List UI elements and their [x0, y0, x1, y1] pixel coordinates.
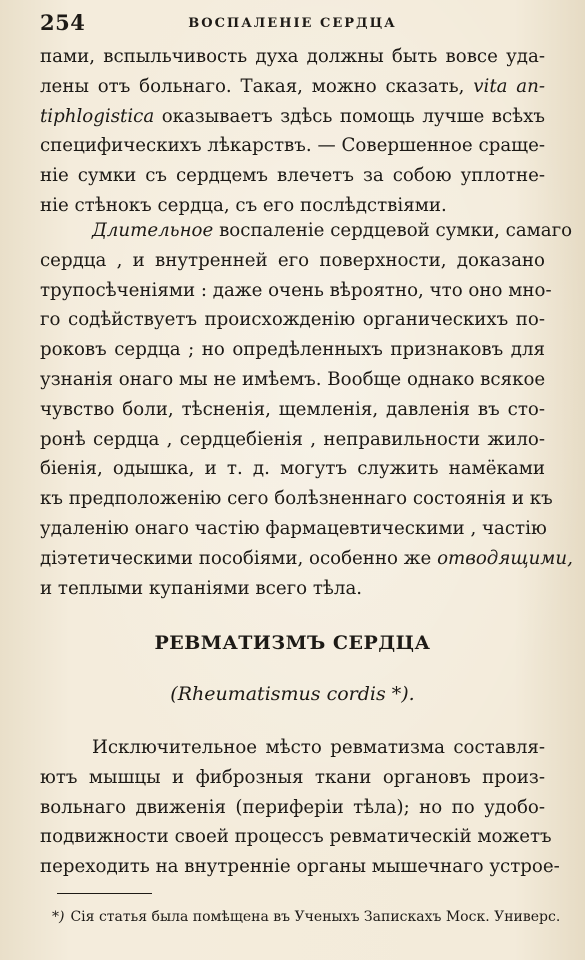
emphasis-term: Длительное — [92, 220, 214, 241]
section-heading: РЕВМАТИЗМЪ СЕРДЦА — [154, 632, 431, 654]
text-line: лены отъ больнаго. Такая, можно сказать, vita an- — [40, 75, 545, 97]
text-line: удаленію онаго частію фармацевтическими , частію — [40, 517, 547, 539]
text-line: чувство боли, тѣсненія, щемленія, давленія въ сто- — [40, 398, 545, 420]
text-line: ронѣ сердца , сердцебіенія , неправильности жило- — [40, 428, 545, 450]
text-line: ютъ мышцы и фиброзныя ткани органовъ произ- — [40, 766, 545, 788]
emphasis-term: отводящими, — [437, 547, 573, 569]
text-line: подвижности своей процессъ ревматическій можетъ — [40, 826, 552, 848]
paragraph-1 — [40, 42, 545, 221]
footnote — [52, 907, 561, 927]
text-line: специфическихъ лѣкарствъ. — Совершенное сраще- — [40, 135, 545, 157]
section-subtitle: (Rheumatismus cordis *). — [170, 683, 415, 705]
text-line: и теплыми купаніями всего тѣла. — [40, 577, 363, 599]
footnote-mark: *) — [52, 909, 65, 925]
text-line: ніе сумки съ сердцемъ влечетъ за собою уплотне- — [40, 165, 545, 187]
text-line: сердца , и внутренней его поверхности, доказано — [40, 249, 545, 271]
paragraph-2 — [40, 216, 573, 603]
text-line: діэтетическими пособіями, особенно же отводящими, — [40, 547, 573, 569]
page-number: 254 — [40, 10, 86, 35]
footnote-rule — [57, 893, 152, 894]
text-line: узнанія онаго мы не имѣемъ. Вообще однако всякое — [40, 368, 546, 390]
text-line: переходить на внутренніе органы мышечнаго устрое- — [40, 856, 560, 878]
text-line: трупосѣченіями : даже очень вѣроятно, что оно мно- — [40, 279, 552, 301]
running-title: ВОСПАЛЕНІЕ СЕРДЦА — [188, 16, 397, 31]
text-line: роковъ сердца ; но опредѣленныхъ признаковъ для — [40, 339, 545, 361]
latin-term: tiphlogistica — [40, 105, 155, 127]
latin-term: vita an- — [473, 75, 545, 97]
text-line: пами, вспыльчивость духа должны быть вовсе уда- — [40, 46, 545, 67]
paragraph-3 — [40, 733, 560, 882]
text-line: біенія, одышка, и т. д. могутъ служить намёками — [40, 458, 545, 480]
text-line: къ предположенію сего болѣзненнаго состоянія и къ — [40, 488, 553, 510]
text-line: Длительное воспаленіе сердцевой сумки, самаго — [92, 220, 573, 241]
text-line: вольнаго движенія (периферіи тѣла); но по удобо- — [40, 796, 545, 818]
text-line: ніе стѣнокъ сердца, съ его послѣдствіями. — [40, 194, 447, 216]
text-line: го содѣйствуетъ происхожденію органическихъ по- — [40, 309, 545, 331]
footnote-text: Сія статья была помѣщена въ Ученыхъ Запискахъ Моск. Универс. — [70, 909, 561, 925]
text-line: Исключительное мѣсто ревматизма составля- — [92, 737, 545, 758]
running-head — [40, 10, 545, 38]
text-line: tiphlogistica оказываетъ здѣсь помощь лучше всѣхъ — [40, 105, 545, 127]
